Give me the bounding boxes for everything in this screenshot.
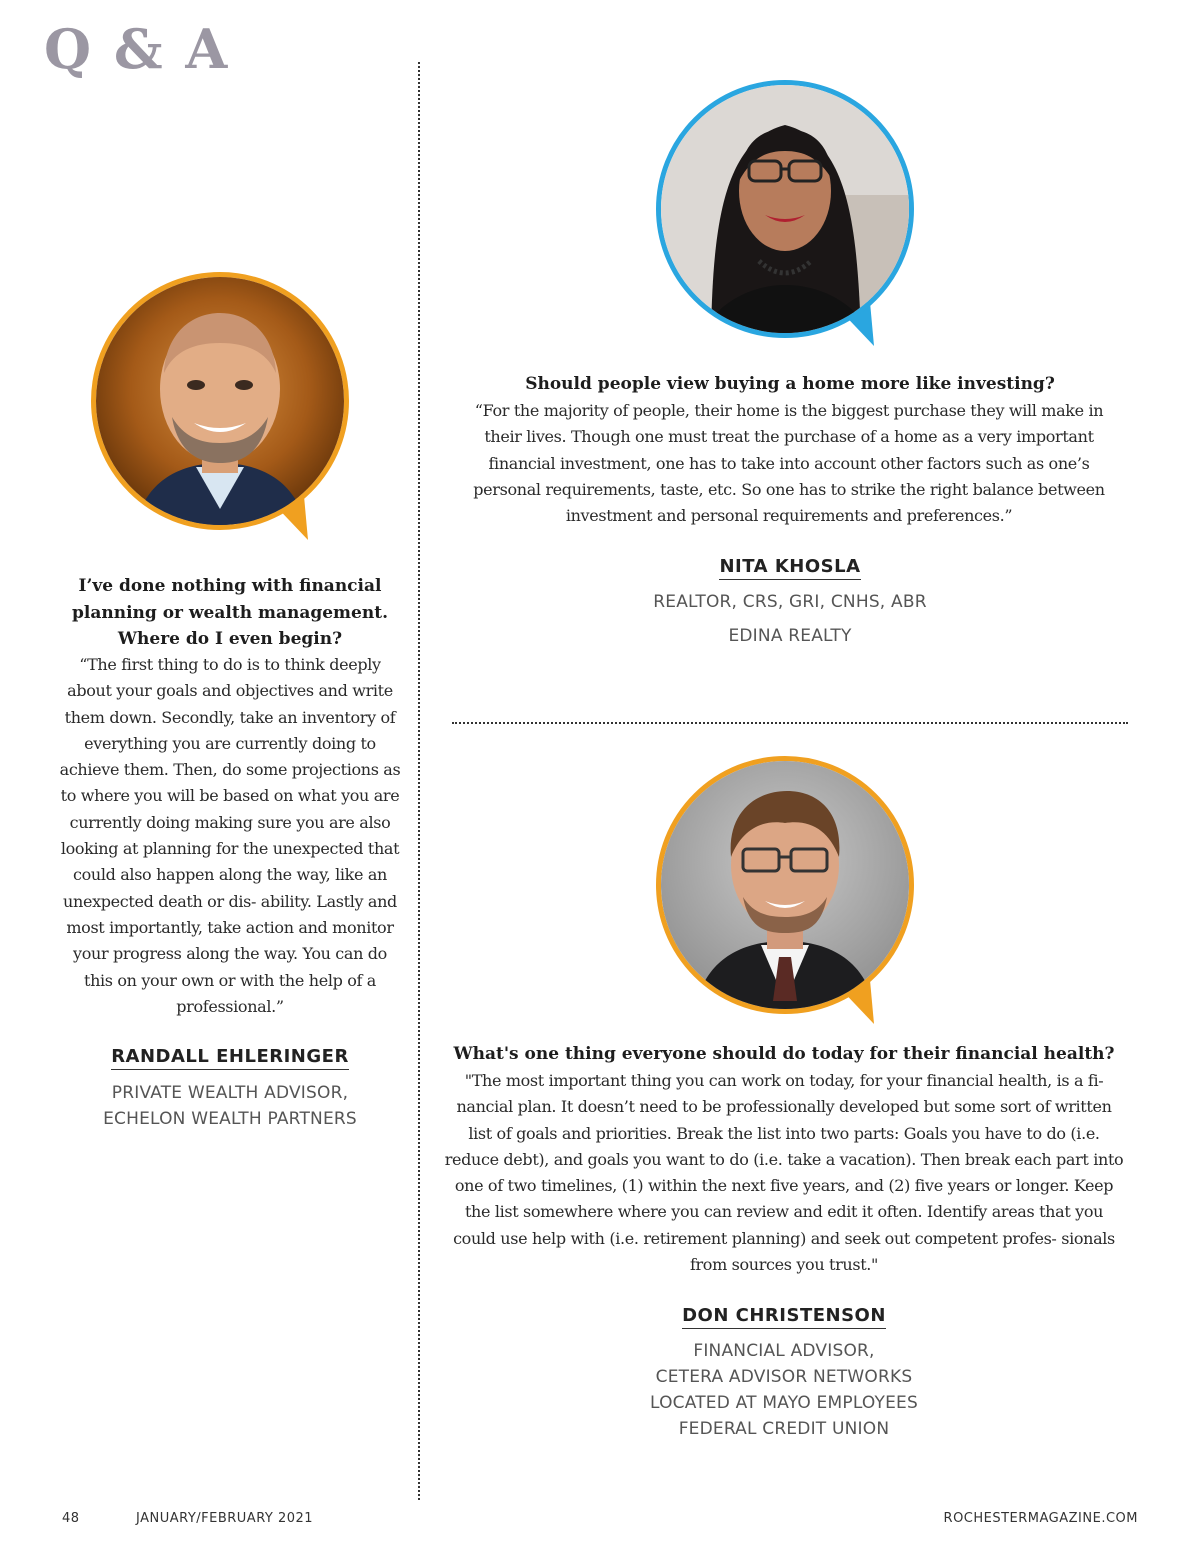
nita-name: NITA KHOSLA [460,556,1120,580]
randall-ehleringer-photo [91,272,349,530]
vertical-divider [418,62,420,1500]
don-answer: "The most important thing you can work on today, for your financial health, is a fi- nancial plan. It doesn’t need to be professionally developed but some sort of written list of goals and priorities. Break the list into two parts: Goals you have to do (i.e. reduce debt), and goals you want to do (i.e. take a vacation). Then break each part into one of two timelines, (1) within the next five years, and (2) five years or longer. Keep the list somewhere where you can review and edit it often. Identify areas that you could use help with (i.e. retirement planning) and seek out competent profes- sionals from sources you trust." [444,1071,1124,1275]
nita-question: Should people view buying a home more like investing? [525,374,1055,394]
randall-question: I’ve done nothing with financial planning or wealth management. Where do I even begin? [72,576,388,649]
randall-answer: “The first thing to do is to think deeply about your goals and objectives and write them down. Secondly, take an inventory of everything you are currently doing to achieve them. Then, do some projections as to where you will be based on what you are currently doing making sure you are also looking at planning for the unexpected that could also happen along the way, like an unexpected death or dis- ability. Lastly and most importantly, take action and monitor your progress along the way. You can do this on your own or with the help of a professional.” [59,655,401,1016]
page-number: 48 [62,1511,80,1526]
website-link[interactable]: ROCHESTERMAGAZINE.COM [943,1511,1138,1526]
nita-answer: “For the majority of people, their home is the biggest purchase they will make in their lives. Though one must treat the purchase of a home as a very important financial investment, one has to take into account other factors such as one’s personal requirements, taste, etc. So one has to strike the right balance between investment and personal requirements and preferences.” [473,401,1105,526]
don-title-line-3: LOCATED AT MAYO EMPLOYEES [650,1393,918,1413]
issue-date: JANUARY/FEBRUARY 2021 [136,1511,314,1526]
randall-title-line-1: PRIVATE WEALTH ADVISOR, [111,1083,349,1103]
horizontal-divider [452,722,1128,724]
don-title-line-4: FEDERAL CREDIT UNION [678,1419,890,1439]
nita-title-line-1: REALTOR, CRS, GRI, CNHS, ABR [653,592,927,612]
randall-title-line-2: ECHELON WEALTH PARTNERS [103,1109,357,1129]
don-question: What's one thing everyone should do today for their financial health? [453,1044,1115,1064]
randall-name: RANDALL EHLERINGER [58,1046,402,1070]
don-title-line-2: CETERA ADVISOR NETWORKS [655,1367,913,1387]
don-name: DON CHRISTENSON [446,1305,1122,1329]
nita-khosla-photo [656,80,914,338]
section-title: Q & A [44,17,230,81]
nita-title-line-2: EDINA REALTY [728,626,852,646]
don-title-line-1: FINANCIAL ADVISOR, [693,1341,875,1361]
don-christenson-photo [656,756,914,1014]
